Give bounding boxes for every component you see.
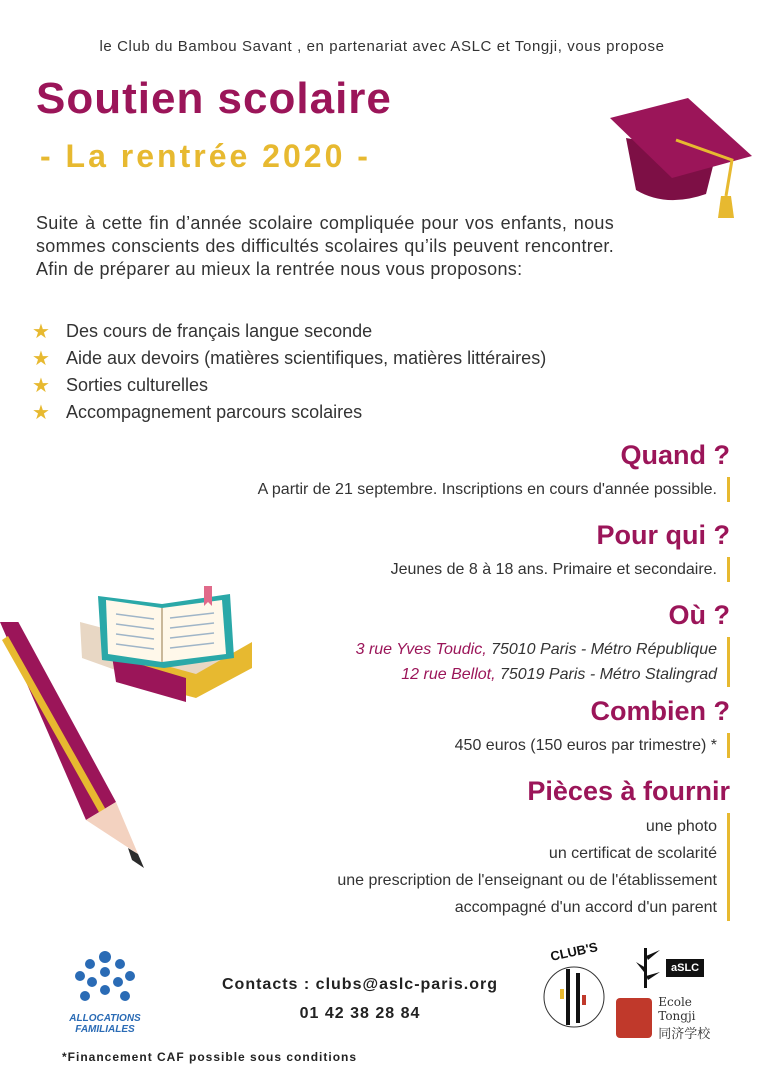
bamboo-icon <box>634 946 662 990</box>
list-item: ★ Accompagnement parcours scolaires <box>32 402 363 424</box>
clubs-logo: CLUB'S <box>540 944 608 1040</box>
tongji-emblem-icon <box>616 998 652 1038</box>
list-item: ★ Sorties culturelles <box>32 375 209 397</box>
section-title: Pour qui ? <box>596 520 730 550</box>
page-title: Soutien scolaire <box>36 74 392 123</box>
pencil-icon <box>0 622 152 872</box>
section-body <box>337 813 730 921</box>
star-icon: ★ <box>32 321 50 343</box>
star-icon: ★ <box>32 348 50 370</box>
list-item: une prescription de l'enseignant ou de l'établissement <box>337 872 717 889</box>
section-quand <box>258 440 730 502</box>
address-1: 3 rue Yves Toudic, 75010 Paris - Métro République <box>355 641 717 658</box>
section-ou <box>356 600 730 687</box>
star-icon: ★ <box>32 402 50 424</box>
section-body: Jeunes de 8 à 18 ans. Primaire et secondaire. <box>391 557 730 582</box>
address-2: 12 rue Bellot, 75019 Paris - Métro Stalingrad <box>401 666 717 683</box>
section-title: Pièces à fournir <box>527 776 730 806</box>
section-pour-qui <box>391 520 730 582</box>
section-title: Où ? <box>668 600 730 630</box>
footnote: *Financement CAF possible sous conditions <box>62 1050 358 1064</box>
offer-list <box>32 318 546 426</box>
intro-line: le Club du Bambou Savant , en partenariat avec ASLC et Tongji, vous propose <box>99 38 665 55</box>
section-body: 450 euros (150 euros par trimestre) * <box>455 733 730 758</box>
list-item: ★ Aide aux devoirs (matières scientifiques, matières littéraires) <box>32 348 547 370</box>
page-subtitle: - La rentrée 2020 - <box>40 138 371 174</box>
aslc-logo: aSLC <box>634 946 710 990</box>
contact-phone: 01 42 38 28 84 <box>299 1005 421 1022</box>
graduation-cap-icon <box>606 98 754 224</box>
section-body: A partir de 21 septembre. Inscriptions en cours d'année possible. <box>258 477 730 502</box>
list-item: ★ Des cours de français langue seconde <box>32 321 373 343</box>
list-item: une photo <box>645 818 717 835</box>
bamboo-icon <box>540 959 608 1033</box>
star-icon: ★ <box>32 375 50 397</box>
section-combien <box>455 696 730 758</box>
section-pieces <box>337 776 730 921</box>
caf-logo: ALLOCATIONS FAMILIALES <box>64 950 146 1035</box>
contacts <box>190 970 530 1028</box>
list-item: accompagné d'un accord d'un parent <box>454 899 717 916</box>
intro-paragraph: Suite à cette fin d’année scolaire compliquée pour vos enfants, nous sommes conscients des difficultés scolaires qu’ils peuvent rencontrer. Afin de préparer au mieux la rentrée nous vous proposons: <box>36 213 614 279</box>
section-body <box>356 637 730 687</box>
tongji-logo: Ecole Tongji 同济学校 <box>616 996 726 1040</box>
list-item: un certificat de scolarité <box>548 845 717 862</box>
contact-email: Contacts : clubs@aslc-paris.org <box>222 976 498 993</box>
caf-figures-icon <box>70 950 140 1008</box>
section-title: Combien ? <box>590 696 730 726</box>
section-title: Quand ? <box>620 440 730 470</box>
